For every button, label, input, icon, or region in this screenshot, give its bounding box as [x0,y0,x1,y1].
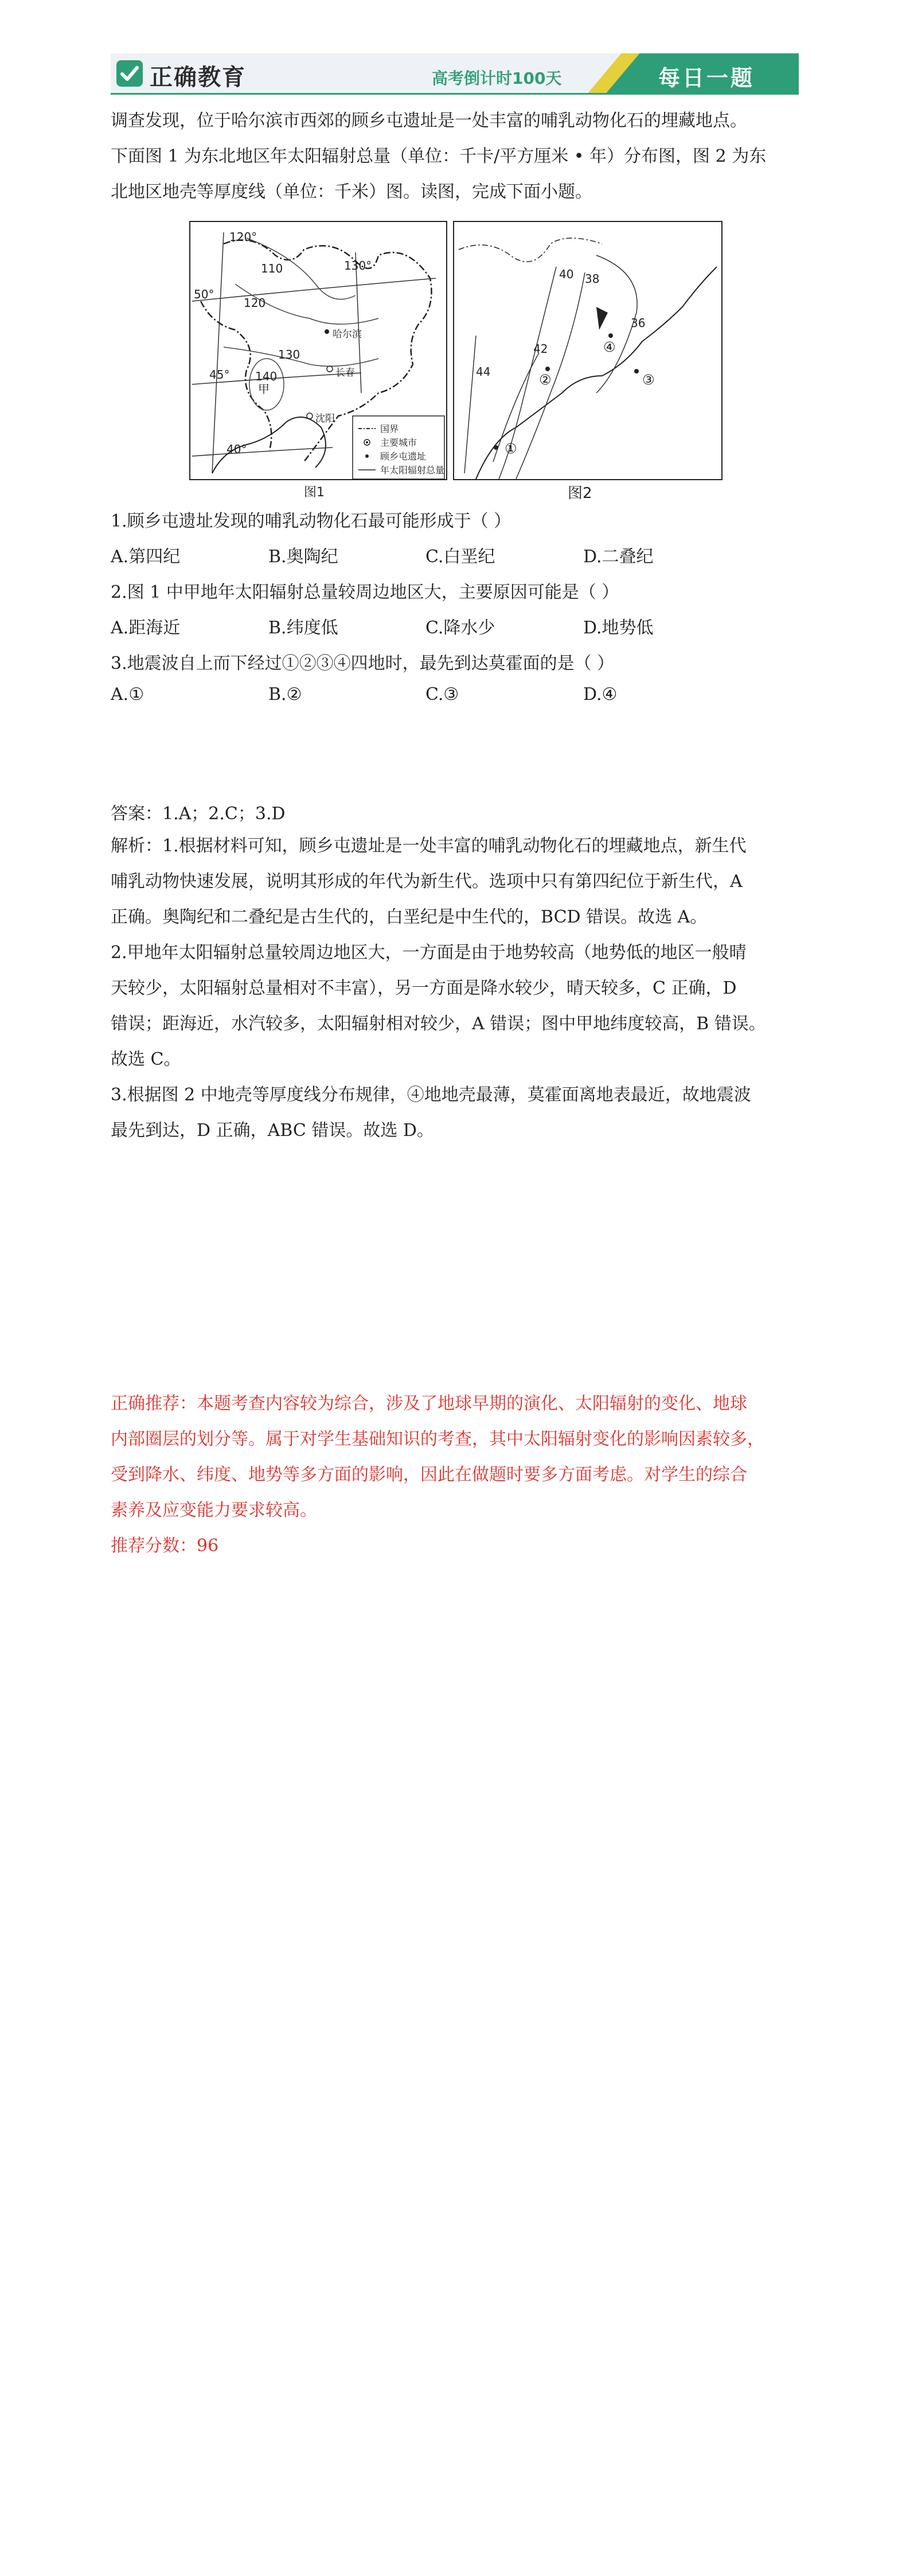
isoline-label: 120 [244,296,266,310]
analysis-line: 故选 C。 [111,1049,181,1069]
contour-label: 40 [559,267,574,281]
analysis-line: 3.根据图 2 中地壳等厚度线分布规律，④地地壳最薄，莫霍面离地表最近，故地震波 [111,1085,751,1105]
analysis-line: 正确。奥陶纪和二叠纪是古生代的，白垩纪是中生代的，BCD 错误。故选 A。 [111,907,708,927]
intro-line: 北地区地壳等厚度线（单位：千米）图。读图，完成下面小题。 [111,182,592,202]
question-1-option-c: C.白垩纪 [425,547,495,567]
figure-1-caption: 图1 [304,485,325,500]
point-label: ① [505,441,517,457]
question-1-stem: 1.顾乡屯遗址发现的哺乳动物化石最可能形成于（ ） [111,511,511,531]
question-2-option-d: D.地势低 [583,618,654,638]
analysis-line: 错误；距海近，水汽较多，太阳辐射相对较少，A 错误；图中甲地纬度较高，B 错误。 [111,1014,766,1034]
contour-label: 42 [533,342,548,356]
intro-paragraph [111,103,766,210]
answer-line: 答案：1.A；2.C；3.D [111,804,286,824]
figure-2-caption: 图2 [568,485,592,502]
check-icon [116,60,143,87]
brand-name: 正确教育 [150,64,246,91]
recommendation-line: 受到降水、纬度、地势等多方面的影响，因此在做题时要多方面考虑。对学生的综合 [111,1465,747,1485]
question-3-option-b: B.② [268,684,302,705]
recommendation-line: 正确推荐：本题考查内容较为综合，涉及了地球早期的演化、太阳辐射的变化、地球 [111,1394,747,1414]
point-label: ③ [642,372,655,388]
question-3-option-a: A.① [111,684,144,705]
daily-question-label: 每日一题 [658,65,755,91]
question-1-option-d: D.二叠纪 [583,547,654,567]
recommendation-line: 素养及应变能力要求较高。 [111,1500,317,1520]
question-3-option-c: C.③ [425,684,459,705]
contour-label: 36 [631,316,646,330]
point-label: ④ [603,339,616,355]
analysis-line: 天较少，太阳辐射总量相对不丰富），另一方面是降水较少，晴天较多，C 正确，D [111,978,737,998]
contour-label: 38 [585,272,600,286]
recommendation-paragraph [111,1386,764,1564]
city-label: 哈尔滨 [333,329,362,340]
isoline-label: 140 [255,369,278,383]
figure-2-map [453,221,722,502]
meridian-label: 120° [229,230,257,244]
analysis-line: 解析：1.根据材料可知，顾乡屯遗址是一处丰富的哺乳动物化石的埋藏地点，新生代 [111,836,747,856]
analysis-paragraph [111,828,766,1149]
recommendation-line: 内部圈层的划分等。属于对学生基础知识的考查，其中太阳辐射变化的影响因素较多， [111,1429,764,1449]
question-2-option-c: C.降水少 [425,618,495,638]
question-2-option-a: A.距海近 [111,618,181,638]
parallel-label: 40° [226,442,247,456]
analysis-line: 哺乳动物快速发展，说明其形成的年代为新生代。选项中只有第四纪位于新生代，A [111,871,743,892]
analysis-line: 2.甲地年太阳辐射总量较周边地区大，一方面是由于地势较高（地势低的地区一般晴 [111,943,747,963]
isoline-label: 110 [261,262,283,275]
recommendation-score: 推荐分数：96 [111,1536,219,1556]
question-3-option-d: D.④ [583,684,618,705]
legend-entry: 主要城市 [380,437,417,448]
legend-entry: 国界 [380,423,399,434]
question-2-stem: 2.图 1 中甲地年太阳辐射总量较周边地区大，主要原因可能是（ ） [111,582,619,602]
banner-rule [111,93,799,95]
intro-line: 下面图 1 为东北地区年太阳辐射总量（单位：千卡/平方厘米 • 年）分布图，图 2 为东 [111,146,767,166]
intro-line: 调查发现，位于哈尔滨市西郊的顾乡屯遗址是一处丰富的哺乳动物化石的埋藏地点。 [111,111,747,131]
analysis-line: 最先到达，D 正确，ABC 错误。故选 D。 [111,1120,434,1141]
figure-1-map [189,221,447,500]
marker-jia: 甲 [258,382,270,396]
contour-label: 44 [476,365,491,379]
city-label: 长春 [335,367,355,379]
point-label: ② [539,372,552,388]
city-label: 沈阳 [315,413,335,425]
legend-entry: 年太阳辐射总量 [380,465,445,476]
question-1-option-a: A.第四纪 [111,547,181,567]
question-3-stem: 3.地震波自上而下经过①②③④四地时，最先到达莫霍面的是（ ） [111,653,615,674]
question-2-option-b: B.纬度低 [268,618,338,638]
header-banner [111,53,799,95]
legend-entry: 顾乡屯遗址 [380,451,427,462]
question-1-option-b: B.奥陶纪 [268,547,338,567]
countdown-text: 高考倒计时100天 [432,69,562,88]
isoline-label: 130 [278,348,300,361]
parallel-label: 45° [209,368,230,382]
meridian-label: 130° [344,259,372,273]
parallel-label: 50° [194,287,214,301]
